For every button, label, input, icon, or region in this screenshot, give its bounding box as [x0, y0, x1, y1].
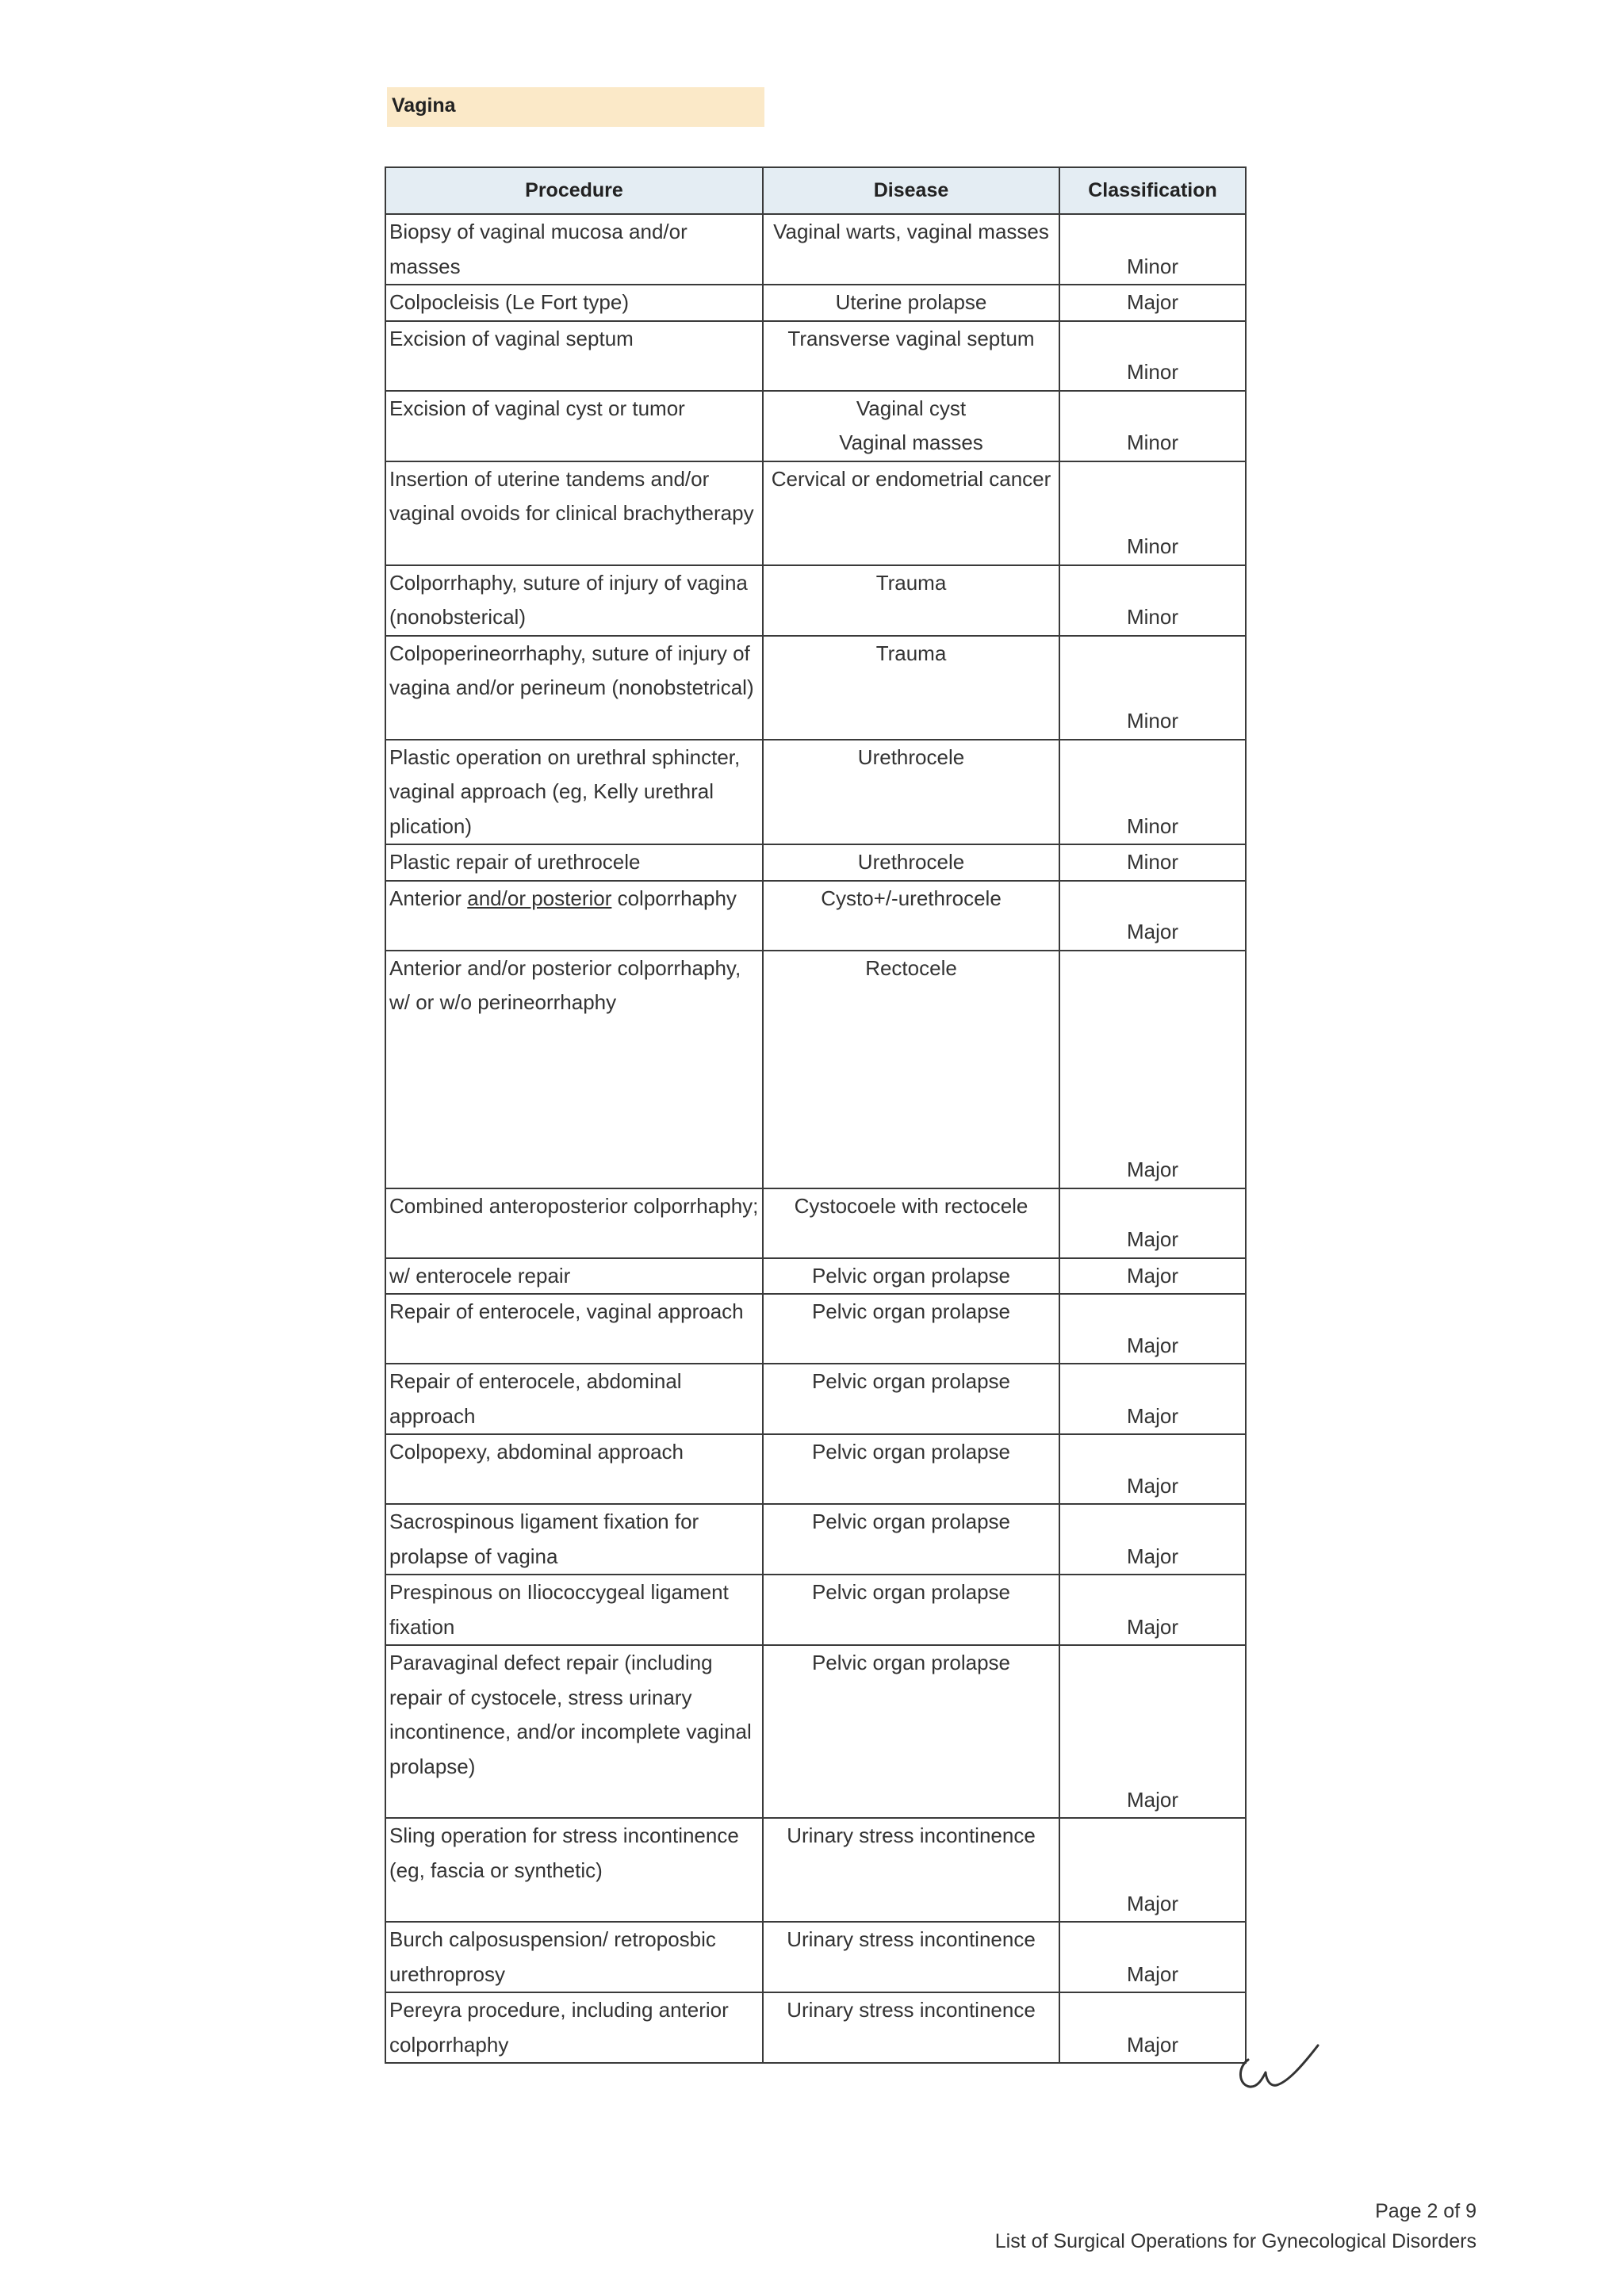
- table-row: [385, 1992, 1246, 2063]
- procedure-cell: Paravaginal defect repair (including repair of cystocele, stress urinary incontinence, and/or incomplete vaginal prolapse): [385, 1645, 763, 1818]
- classification-cell: Minor: [1059, 740, 1246, 845]
- table-row: [385, 1922, 1246, 1992]
- table-row: [385, 1818, 1246, 1922]
- disease-cell: Transverse vaginal septum: [763, 321, 1059, 391]
- classification-cell: Major: [1059, 1294, 1246, 1364]
- document-title: List of Surgical Operations for Gynecological Disorders: [994, 2230, 1477, 2252]
- classification-cell: Major: [1059, 285, 1246, 321]
- classification-cell: Minor: [1059, 844, 1246, 881]
- disease-cell: Cysto+/-urethrocele: [763, 881, 1059, 951]
- classification-cell: Major: [1059, 1434, 1246, 1504]
- table-row: [385, 285, 1246, 321]
- table-row: [385, 214, 1246, 285]
- disease-cell: Vaginal warts, vaginal masses: [763, 214, 1059, 285]
- procedure-cell: Burch calposuspension/ retroposbic urethroprosy: [385, 1922, 763, 1992]
- table-row: [385, 391, 1246, 461]
- classification-cell: Minor: [1059, 391, 1246, 461]
- table-row: [385, 1575, 1246, 1645]
- procedure-cell: Excision of vaginal cyst or tumor: [385, 391, 763, 461]
- disease-cell: Vaginal cyst Vaginal masses: [763, 391, 1059, 461]
- classification-cell: Major: [1059, 1645, 1246, 1818]
- procedure-cell: Plastic operation on urethral sphincter, vaginal approach (eg, Kelly urethral plication): [385, 740, 763, 845]
- disease-cell: Pelvic organ prolapse: [763, 1258, 1059, 1295]
- classification-cell: Major: [1059, 951, 1246, 1188]
- table-row: [385, 1294, 1246, 1364]
- procedure-cell: Sling operation for stress incontinence (eg, fascia or synthetic): [385, 1818, 763, 1922]
- procedure-cell: Biopsy of vaginal mucosa and/or masses: [385, 214, 763, 285]
- classification-cell: Minor: [1059, 461, 1246, 565]
- page-footer: [995, 2196, 1477, 2256]
- page-number: Page 2 of 9: [1375, 2200, 1477, 2222]
- disease-cell: Rectocele: [763, 951, 1059, 1188]
- disease-cell: Pelvic organ prolapse: [763, 1645, 1059, 1818]
- disease-cell: Trauma: [763, 565, 1059, 636]
- procedure-cell: Anterior and/or posterior colporrhaphy, w/ or w/o perineorrhaphy: [385, 951, 763, 1188]
- disease-cell: Pelvic organ prolapse: [763, 1504, 1059, 1575]
- classification-cell: Major: [1059, 881, 1246, 951]
- table-row: [385, 740, 1246, 845]
- table-row: [385, 636, 1246, 740]
- procedure-cell: Colpopexy, abdominal approach: [385, 1434, 763, 1504]
- table-row: [385, 461, 1246, 565]
- procedures-table: [385, 166, 1247, 2064]
- procedure-cell: Insertion of uterine tandems and/or vaginal ovoids for clinical brachytherapy: [385, 461, 763, 565]
- disease-cell: Urinary stress incontinence: [763, 1922, 1059, 1992]
- procedure-cell: Pereyra procedure, including anterior colporrhaphy: [385, 1992, 763, 2063]
- procedure-cell: Plastic repair of urethrocele: [385, 844, 763, 881]
- procedure-cell: Sacrospinous ligament fixation for prolapse of vagina: [385, 1504, 763, 1575]
- section-title: Vagina: [387, 87, 764, 127]
- procedure-cell: Colporrhaphy, suture of injury of vagina (nonobsterical): [385, 565, 763, 636]
- table-row: [385, 1364, 1246, 1434]
- procedure-cell: Prespinous on Iliococcygeal ligament fixation: [385, 1575, 763, 1645]
- table-row: [385, 1258, 1246, 1295]
- classification-cell: Minor: [1059, 565, 1246, 636]
- procedure-cell: Combined anteroposterior colporrhaphy;: [385, 1188, 763, 1258]
- classification-cell: Major: [1059, 1992, 1246, 2063]
- table-row: [385, 881, 1246, 951]
- classification-cell: Minor: [1059, 321, 1246, 391]
- classification-cell: Major: [1059, 1575, 1246, 1645]
- classification-cell: Minor: [1059, 636, 1246, 740]
- procedure-cell: w/ enterocele repair: [385, 1258, 763, 1295]
- procedure-cell: Excision of vaginal septum: [385, 321, 763, 391]
- procedure-text: Anterior: [389, 886, 468, 910]
- disease-cell: Pelvic organ prolapse: [763, 1575, 1059, 1645]
- procedure-cell: Repair of enterocele, vaginal approach: [385, 1294, 763, 1364]
- classification-cell: Major: [1059, 1188, 1246, 1258]
- classification-cell: Major: [1059, 1504, 1246, 1575]
- header-disease: Disease: [763, 167, 1059, 214]
- disease-cell: Uterine prolapse: [763, 285, 1059, 321]
- classification-cell: Major: [1059, 1922, 1246, 1992]
- table-header-row: [385, 167, 1246, 214]
- classification-cell: Major: [1059, 1258, 1246, 1295]
- disease-cell: Cervical or endometrial cancer: [763, 461, 1059, 565]
- procedure-cell: Repair of enterocele, abdominal approach: [385, 1364, 763, 1434]
- table-row: [385, 321, 1246, 391]
- table-row: [385, 1645, 1246, 1818]
- disease-cell: Trauma: [763, 636, 1059, 740]
- table-row: [385, 565, 1246, 636]
- table-row: [385, 1188, 1246, 1258]
- disease-cell: Urethrocele: [763, 844, 1059, 881]
- disease-cell: Pelvic organ prolapse: [763, 1294, 1059, 1364]
- procedure-cell: Colpoperineorrhaphy, suture of injury of vagina and/or perineum (nonobstetrical): [385, 636, 763, 740]
- disease-cell: Pelvic organ prolapse: [763, 1434, 1059, 1504]
- header-classification: Classification: [1059, 167, 1246, 214]
- procedure-underlined-text: and/or posterior: [467, 886, 612, 910]
- disease-cell: Urethrocele: [763, 740, 1059, 845]
- procedure-cell: [385, 881, 763, 951]
- table-row: [385, 844, 1246, 881]
- classification-cell: Major: [1059, 1364, 1246, 1434]
- disease-cell: Pelvic organ prolapse: [763, 1364, 1059, 1434]
- initials-signature: [1231, 2036, 1334, 2099]
- disease-cell: Cystocoele with rectocele: [763, 1188, 1059, 1258]
- disease-cell: Urinary stress incontinence: [763, 1992, 1059, 2063]
- disease-cell: Urinary stress incontinence: [763, 1818, 1059, 1922]
- table-row: [385, 1434, 1246, 1504]
- table-row: [385, 951, 1246, 1188]
- procedure-cell: Colpocleisis (Le Fort type): [385, 285, 763, 321]
- procedure-text: colporrhaphy: [611, 886, 737, 910]
- classification-cell: Major: [1059, 1818, 1246, 1922]
- table-row: [385, 1504, 1246, 1575]
- header-procedure: Procedure: [385, 167, 763, 214]
- classification-cell: Minor: [1059, 214, 1246, 285]
